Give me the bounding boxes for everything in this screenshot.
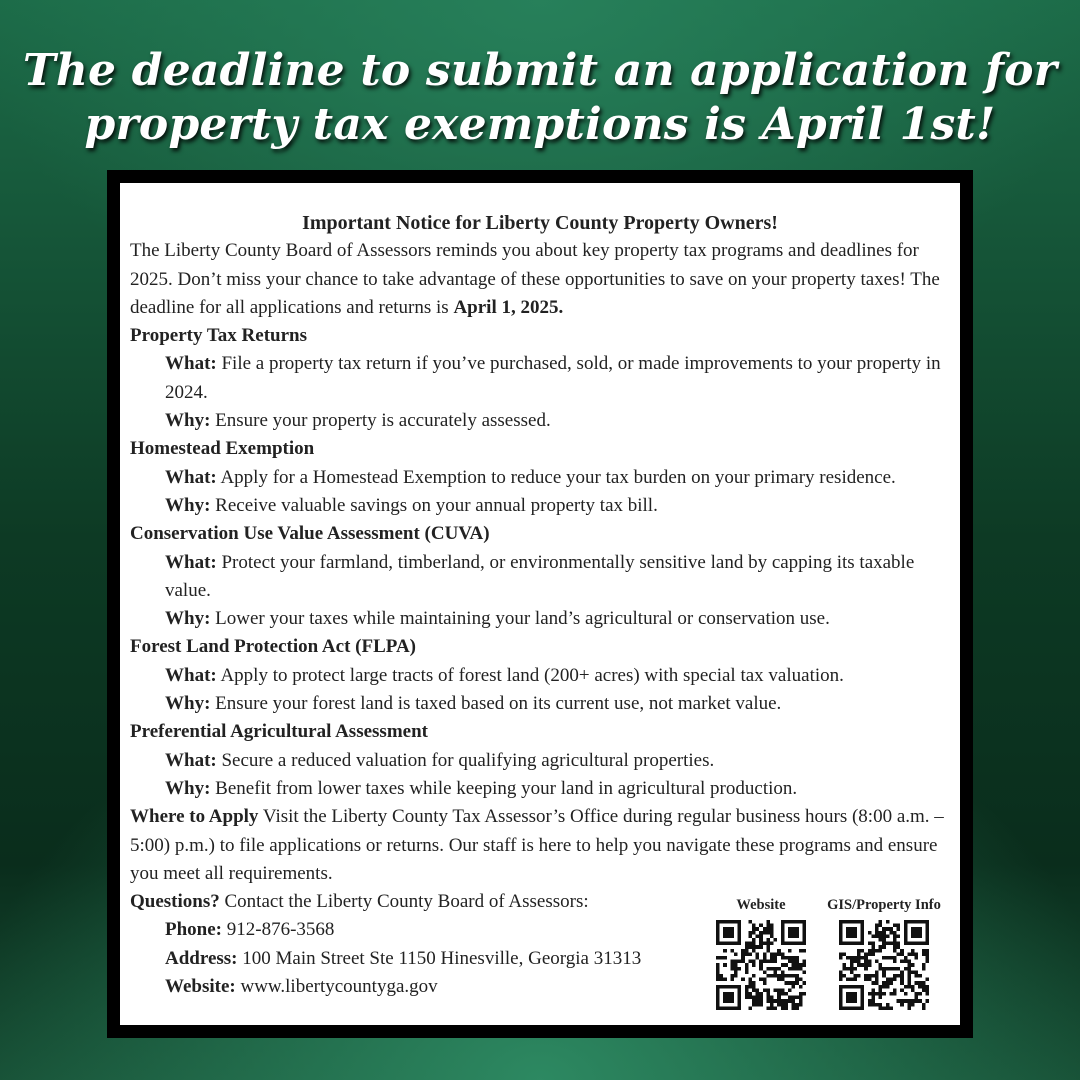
headline	[0, 44, 1080, 152]
section-preferential-agricultural	[130, 718, 950, 803]
what-label: What:	[165, 551, 217, 573]
where-text: Visit the Liberty County Tax Assessor’s Office during regular business hours (8:00 a.m. – 5:00) p.m.) to file applications or returns. Our staff is here to help you navigate these programs and ensure you meet all requirements.	[130, 806, 944, 884]
why-text: Ensure your property is accurately assessed.	[215, 410, 551, 432]
section-why	[130, 775, 950, 803]
website-qr[interactable]	[716, 896, 806, 1010]
section-what	[130, 662, 950, 690]
what-text: Apply for a Homestead Exemption to reduce your tax burden on your primary residence.	[220, 466, 896, 488]
what-text: Secure a reduced valuation for qualifying agricultural properties.	[221, 749, 715, 771]
questions-label: Questions?	[130, 891, 220, 913]
section-homestead-exemption	[130, 435, 950, 520]
section-heading: Homestead Exemption	[130, 438, 315, 460]
qr-code-icon	[839, 920, 929, 1010]
qr-codes	[716, 896, 948, 1016]
section-property-tax-returns	[130, 322, 950, 435]
what-label: What:	[165, 353, 217, 375]
what-label: What:	[165, 749, 217, 771]
section-cuva	[130, 520, 950, 633]
address-value: 100 Main Street Ste 1150 Hinesville, Georgia 31313	[242, 947, 642, 969]
notice-title: Important Notice for Liberty County Property Owners!	[302, 212, 778, 234]
why-text: Receive valuable savings on your annual property tax bill.	[215, 494, 658, 516]
section-what	[130, 350, 950, 407]
notice-panel	[120, 183, 960, 1025]
intro-deadline: April 1, 2025.	[453, 296, 564, 318]
section-why	[130, 492, 950, 520]
where-to-apply	[130, 803, 950, 888]
headline-line-2: property tax exemptions is April 1st!	[84, 99, 996, 150]
phone-label: Phone:	[165, 919, 222, 941]
why-label: Why:	[165, 693, 211, 715]
website-label: Website:	[165, 976, 236, 998]
section-heading: Property Tax Returns	[130, 325, 307, 347]
website-value: www.libertycountyga.gov	[240, 976, 438, 998]
section-why	[130, 407, 950, 435]
why-label: Why:	[165, 410, 211, 432]
why-label: Why:	[165, 494, 211, 516]
what-text: File a property tax return if you’ve purchased, sold, or made improvements to your property in 2024.	[165, 353, 941, 403]
section-heading: Forest Land Protection Act (FLPA)	[130, 636, 417, 658]
intro-text: The Liberty County Board of Assessors reminds you about key property tax programs and deadlines for 2025. Don’t miss your chance to take advantage of these opportunities to save on your property taxes! The deadline for all applications and returns is	[130, 240, 940, 318]
questions-text: Contact the Liberty County Board of Assessors:	[224, 891, 589, 913]
notice-frame	[107, 170, 973, 1038]
qr-code-icon	[716, 920, 806, 1010]
why-label: Why:	[165, 777, 211, 799]
notice-intro	[130, 237, 950, 322]
headline-line-1: The deadline to submit an application for	[22, 45, 1058, 96]
gis-property-info-qr[interactable]	[820, 896, 948, 1010]
section-why	[130, 690, 950, 718]
what-text: Protect your farmland, timberland, or environmentally sensitive land by capping its taxable value.	[165, 551, 915, 601]
section-what	[130, 549, 950, 606]
website-qr-label: Website	[736, 897, 786, 913]
section-why	[130, 605, 950, 633]
section-what	[130, 747, 950, 775]
what-label: What:	[165, 466, 217, 488]
gis-qr-label: GIS/Property Info	[827, 897, 941, 913]
why-text: Ensure your forest land is taxed based on its current use, not market value.	[215, 693, 782, 715]
what-label: What:	[165, 664, 217, 686]
section-heading: Conservation Use Value Assessment (CUVA)	[130, 523, 490, 545]
section-heading: Preferential Agricultural Assessment	[130, 721, 428, 743]
why-text: Benefit from lower taxes while keeping your land in agricultural production.	[215, 777, 798, 799]
why-text: Lower your taxes while maintaining your land’s agricultural or conservation use.	[215, 608, 830, 630]
phone-value: 912-876-3568	[226, 919, 335, 941]
where-label: Where to Apply	[130, 806, 259, 828]
why-label: Why:	[165, 608, 211, 630]
section-what	[130, 464, 950, 492]
address-label: Address:	[165, 947, 238, 969]
what-text: Apply to protect large tracts of forest land (200+ acres) with special tax valuation.	[220, 664, 844, 686]
section-flpa	[130, 633, 950, 718]
